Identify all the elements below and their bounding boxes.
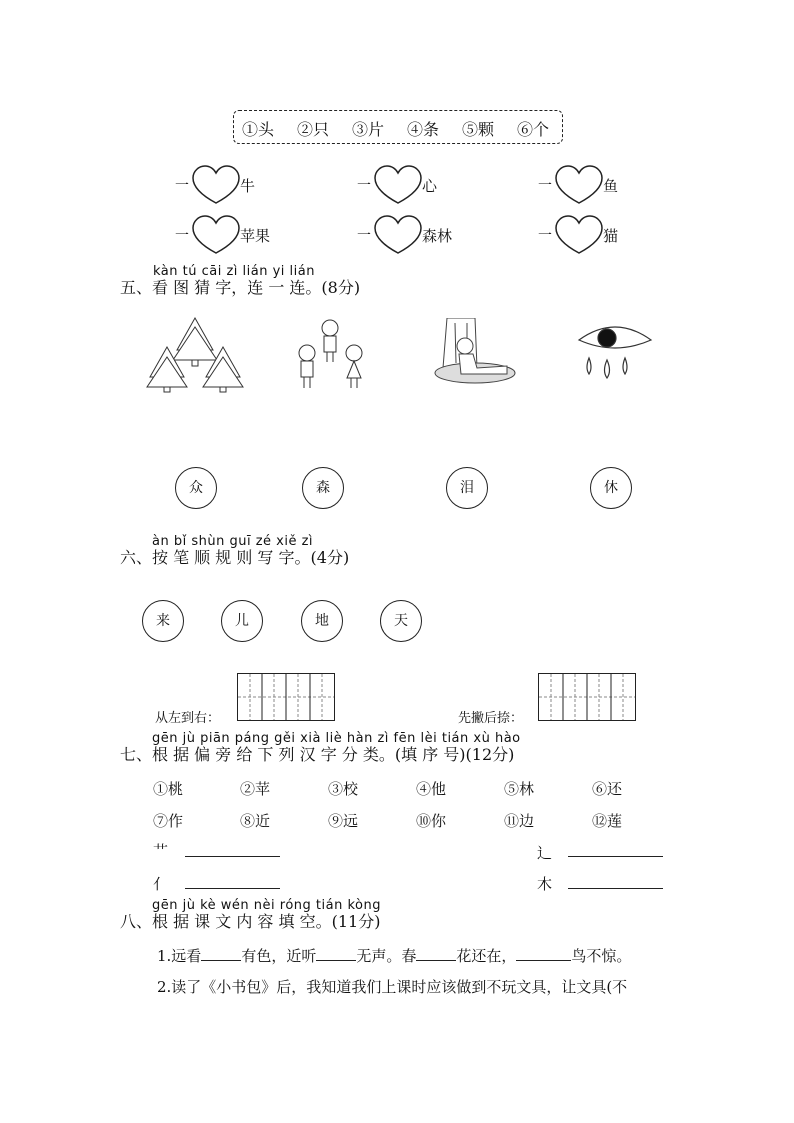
sec6-char-1: 来 [142,600,184,642]
heart-prefix: 一 [175,178,189,194]
heart-icon[interactable] [554,165,604,205]
poem-part-5: 鸟不惊。 [571,947,632,965]
eye-tears-picture [575,318,655,383]
word-2: ②只 [297,120,330,139]
poem-blank-3[interactable] [416,960,456,961]
sec8-pinyin: gēn jù kè wén nèi róng tián kòng [152,898,381,913]
poem-line [157,945,631,966]
sec6-char-4: 天 [380,600,422,642]
heart-icon[interactable] [373,165,423,205]
writing-grid-left[interactable] [237,673,335,721]
blank-chuo[interactable] [568,856,663,857]
sec7-item-7: ⑦作 [153,812,184,830]
sec7-item-1: ①桃 [153,780,184,798]
sec5-title: 五、看 图 猜 字，连 一 连。(8分) [120,278,361,297]
word-1: ①头 [242,120,275,139]
radical-chuo: 辶 [537,844,553,862]
question-2: 2.读了《小书包》后，我知道我们上课时应该做到不玩文具，让文具(不 [157,978,628,996]
heart-prefix: 一 [357,178,371,194]
word-4: ④条 [407,120,440,139]
trees-picture [145,315,245,395]
heart-icon[interactable] [191,165,241,205]
heart-noun: 心 [422,177,438,195]
poem-blank-2[interactable] [316,960,356,961]
poem-part-3: 无声。春 [356,947,417,965]
sec6-char-2: 儿 [221,600,263,642]
heart-icon[interactable] [373,215,423,255]
heart-noun: 森林 [422,227,453,245]
sec5-char-1[interactable]: 众 [175,467,217,509]
heart-icon[interactable] [554,215,604,255]
heart-prefix: 一 [357,228,371,244]
sec7-item-2: ②苹 [240,780,271,798]
sec7-item-8: ⑧近 [240,812,271,830]
sec7-item-10: ⑩你 [416,812,447,830]
sec8-title: 八、根 据 课 文 内 容 填 空。(11分) [120,912,381,931]
radical-ren: 亻 [153,875,169,893]
sec7-item-6: ⑥还 [592,780,623,798]
sec7-pinyin: gēn jù piān páng gěi xià liè hàn zì fēn lèi tián xù hào [152,731,521,746]
radical-cao: 艹 [153,842,169,860]
sec7-item-9: ⑨远 [328,812,359,830]
sec5-char-3[interactable]: 泪 [446,467,488,509]
people-picture [292,318,372,393]
heart-noun: 猫 [603,227,619,245]
poem-blank-4[interactable] [516,960,571,961]
sec5-pinyin: kàn tú cāi zì lián yi lián [153,264,315,279]
sec7-item-5: ⑤林 [504,780,535,798]
sec6-title: 六、按 笔 顺 规 则 写 字。(4分) [120,548,350,567]
poem-part-1: 1.远看 [157,947,202,965]
left-to-right-label: 从左到右： [155,711,221,726]
sec7-title: 七、根 据 偏 旁 给 下 列 汉 字 分 类。(填 序 号)(12分) [120,745,515,764]
heart-noun: 牛 [240,177,256,195]
poem-blank-1[interactable] [201,960,241,961]
word-3: ③片 [352,120,385,139]
sec7-item-3: ③校 [328,780,359,798]
heart-prefix: 一 [538,178,552,194]
sec5-char-4[interactable]: 休 [590,467,632,509]
sec7-item-12: ⑫莲 [592,812,623,830]
sec6-char-3: 地 [301,600,343,642]
sec7-item-11: ⑪边 [504,812,535,830]
poem-part-4: 花还在， [456,947,517,965]
heart-icon[interactable] [191,215,241,255]
word-6: ⑥个 [517,120,550,139]
blank-mu[interactable] [568,888,663,889]
sec5-char-2[interactable]: 森 [302,467,344,509]
writing-grid-right[interactable] [538,673,636,721]
blank-ren[interactable] [185,888,280,889]
heart-noun: 苹果 [240,227,271,245]
heart-noun: 鱼 [603,177,619,195]
measure-word-bank [233,110,563,144]
word-5: ⑤颗 [462,120,495,139]
blank-cao[interactable] [185,856,280,857]
poem-part-2: 有色，近听 [241,947,317,965]
left-then-right-label: 先撇后捺： [458,711,524,726]
resting-person-picture [425,318,517,388]
heart-prefix: 一 [175,228,189,244]
sec7-item-4: ④他 [416,780,447,798]
heart-prefix: 一 [538,228,552,244]
radical-mu: 木 [537,875,553,893]
sec6-pinyin: àn bǐ shùn guī zé xiě zì [152,534,314,549]
